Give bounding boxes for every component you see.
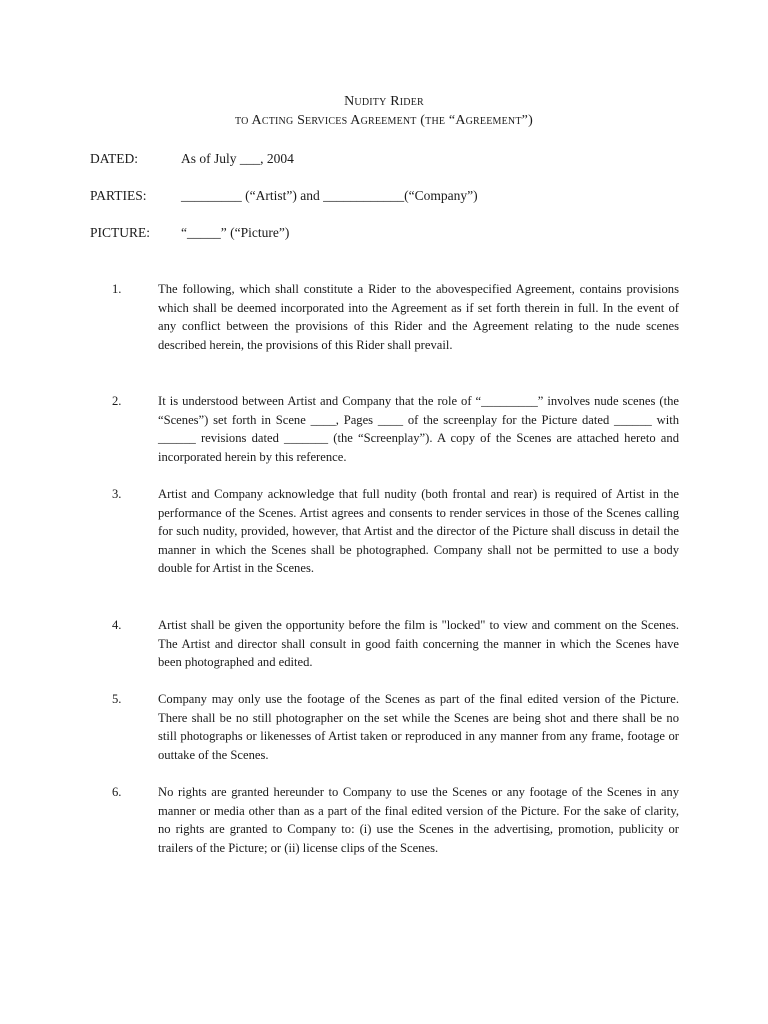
- meta-dated-row: [90, 151, 690, 167]
- clause-number: 5.: [112, 692, 122, 706]
- clause-text: No rights are granted hereunder to Company to use the Scenes or any footage of the Scenes in any manner or media other than as a part of the final edited version of the Picture. For the sake of clarity, no rights are granted to Company to: (i) use the Scenes in the advertising, promotion, publicity or trailers of the Picture; or (ii) license clips of the Scenes.: [158, 785, 679, 855]
- clause-number: 2.: [112, 394, 122, 408]
- meta-parties-value: _________ (“Artist”) and ____________(“Company”): [181, 188, 478, 203]
- document-subtitle: to Acting Services Agreement (the “Agreement”): [235, 113, 533, 128]
- clause-text: It is understood between Artist and Company that the role of “_________” involves nude scenes (the “Scenes”) set forth in Scene ____, Pages ____ of the screenplay for the Picture dated ______ with ______ revisions dated _______ (the “Screenplay”). A copy of the Scenes are attached hereto and incorporated herein by this reference.: [158, 394, 679, 464]
- clause-text: Company may only use the footage of the Scenes as part of the final edited version of the Picture. There shall be no still photographer on the set while the Scenes are being shot and there shall be no still photographs or likenesses of Artist taken or reproduced in any manner from any frame, footage or outtake of the Scenes.: [158, 692, 679, 762]
- clause-text: Artist shall be given the opportunity before the film is "locked" to view and comment on the Scenes. The Artist and director shall consult in good faith concerning the manner in which the Scenes have been photographed and edited.: [158, 618, 679, 670]
- document-title: Nudity Rider: [344, 94, 424, 109]
- meta-picture-value: “_____” (“Picture”): [181, 225, 290, 240]
- meta-picture-label: PICTURE:: [90, 225, 151, 240]
- meta-picture-row: [90, 225, 690, 241]
- clause-number: 1.: [112, 282, 122, 296]
- clause-number: 3.: [112, 487, 122, 501]
- meta-parties-label: PARTIES:: [90, 188, 147, 203]
- meta-dated-value: As of July ___, 2004: [181, 151, 294, 166]
- clause-text: Artist and Company acknowledge that full nudity (both frontal and rear) is required of Artist in the performance of the Scenes. Artist agrees and consents to render services in those of the Scenes calling for such nudity, provided, however, that Artist and the director of the Picture shall discuss in detail the manner in which the Scenes shall be photographed. Company shall not be permitted to use a body double for Artist in the Scenes.: [158, 487, 679, 576]
- meta-dated-label: DATED:: [90, 151, 138, 166]
- clause-text: The following, which shall constitute a Rider to the abovespecified Agreement, contains provisions which shall be deemed incorporated into the Agreement as if set forth therein in full. In the event of any conflict between the provisions of this Rider and the Agreement relating to the nude scenes described herein, the provisions of this Rider shall prevail.: [158, 282, 679, 352]
- clause-number: 4.: [112, 618, 122, 632]
- meta-parties-row: [90, 188, 690, 204]
- clause-number: 6.: [112, 785, 122, 799]
